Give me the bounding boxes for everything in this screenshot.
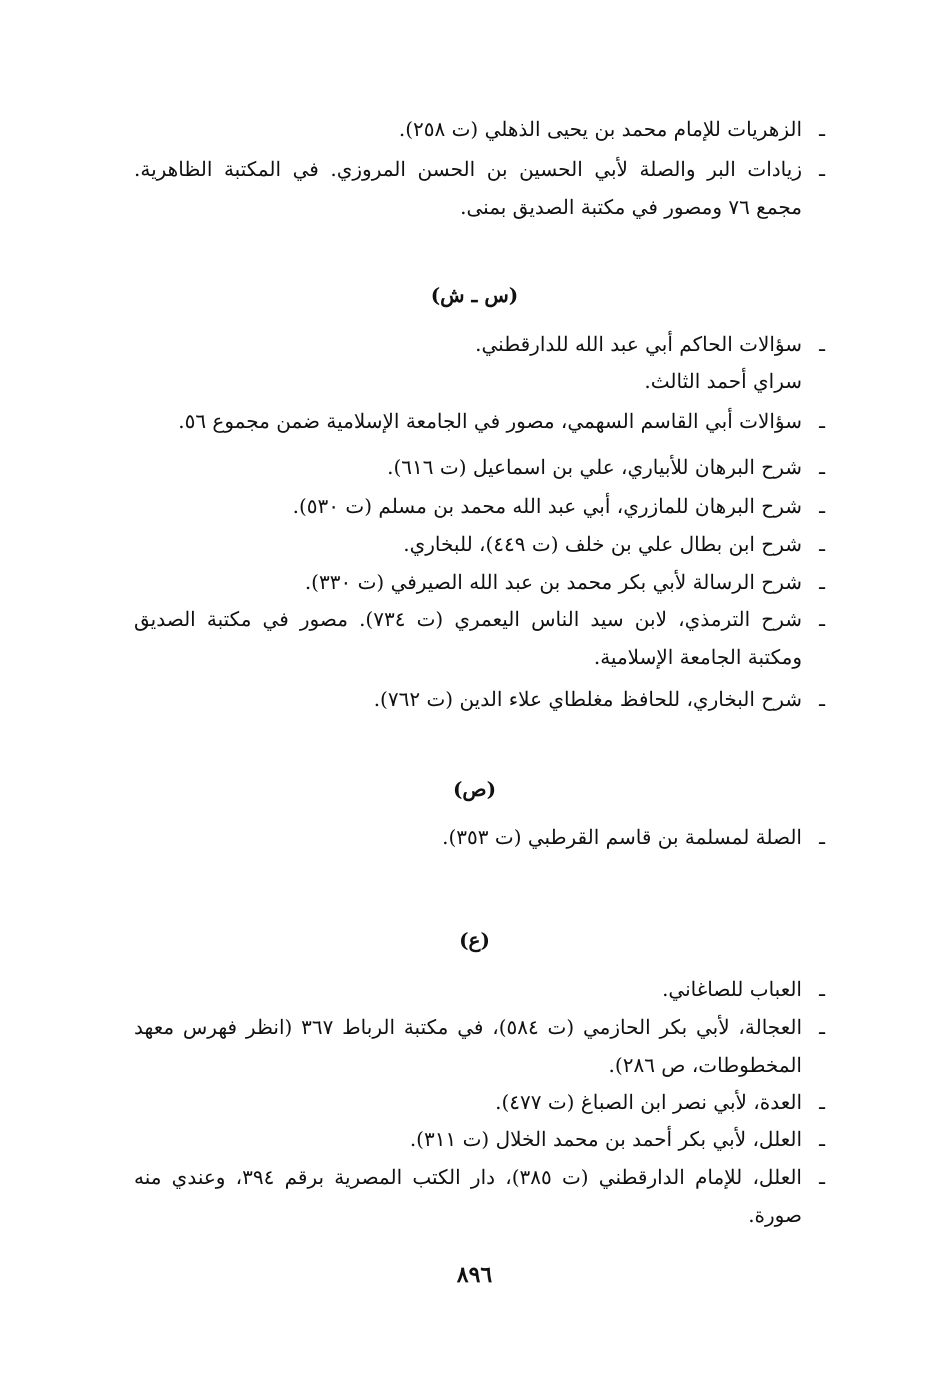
bibliography-entry <box>134 487 834 525</box>
entry-dash: ـ <box>819 455 825 479</box>
bibliography-entry <box>134 110 834 148</box>
bibliography-entry <box>134 818 834 856</box>
bibliography-entry <box>134 970 834 1008</box>
entry-text: الزهريات للإمام محمد بن يحيى الذهلي (ت ٢٥٨). <box>398 117 802 141</box>
entry-dash: ـ <box>819 607 825 631</box>
entry-text: سؤالات أبي القاسم السهمي، مصور في الجامعة الإسلامية ضمن مجموع ٥٦. <box>178 409 802 433</box>
entry-text: شرح البرهان للمازري، أبي عبد الله محمد بن مسلم (ت ٥٣٠). <box>292 494 802 518</box>
entry-dash: ـ <box>819 494 825 518</box>
bibliography-entry <box>134 325 834 363</box>
entry-text: العباب للصاغاني. <box>662 977 802 1001</box>
entry-dash: ـ <box>819 687 825 711</box>
bibliography-entry <box>134 600 834 676</box>
entry-dash: ـ <box>819 532 825 556</box>
entry-dash: ـ <box>819 1015 825 1039</box>
entry-text: العلل، للإمام الدارقطني (ت ٣٨٥)، دار الكتب المصرية برقم ٣٩٤، وعندي منه صورة. <box>134 1165 802 1227</box>
entry-dash: ـ <box>819 825 825 849</box>
entry-text: العلل، لأبي بكر أحمد بن محمد الخلال (ت ٣١١). <box>409 1127 802 1151</box>
entry-text: شرح الرسالة لأبي بكر محمد بن عبد الله الصيرفي (ت ٣٣٠). <box>304 570 802 594</box>
entry-text: العدة، لأبي نصر ابن الصباغ (ت ٤٧٧). <box>495 1090 802 1114</box>
bibliography-entry <box>134 362 834 400</box>
bibliography-entry <box>134 1158 834 1234</box>
entry-text: شرح البرهان للأبياري، علي بن اسماعيل (ت ٦١٦). <box>387 455 802 479</box>
entry-dash: ـ <box>819 1090 825 1114</box>
entry-text: شرح البخاري، للحافظ مغلطاي علاء الدين (ت ٧٦٢). <box>373 687 802 711</box>
entry-dash: ـ <box>819 1165 825 1189</box>
entry-text: زيادات البر والصلة لأبي الحسين بن الحسن المروزي. في المكتبة الظاهرية. مجمع ٧٦ ومصور في مكتبة الصديق بمنى. <box>134 157 802 219</box>
entry-text: شرح ابن بطال علي بن خلف (ت ٤٤٩)، للبخاري. <box>403 532 802 556</box>
bibliography-entry <box>134 680 834 718</box>
section-heading: (س ـ ش) <box>430 283 519 307</box>
entry-dash: ـ <box>819 570 825 594</box>
section-heading: (ع) <box>459 928 490 952</box>
bibliography-entry <box>134 1120 834 1158</box>
bibliography-entry <box>134 563 834 601</box>
entry-text: سؤالات الحاكم أبي عبد الله للدارقطني. <box>475 332 802 356</box>
entry-text: الصلة لمسلمة بن قاسم القرطبي (ت ٣٥٣). <box>442 825 802 849</box>
entry-dash: ـ <box>819 1127 825 1151</box>
bibliography-entry <box>134 150 834 226</box>
entry-dash: ـ <box>819 117 825 141</box>
section-heading: (ص) <box>452 777 497 801</box>
bibliography-entry <box>134 448 834 486</box>
bibliography-entry <box>134 1008 834 1084</box>
entry-dash: ـ <box>819 157 825 181</box>
entry-text: سراي أحمد الثالث. <box>644 369 802 393</box>
entry-dash: ـ <box>819 409 825 433</box>
entry-dash: ـ <box>819 332 825 356</box>
bibliography-entry <box>134 402 834 440</box>
page-number: ٨٩٦ <box>456 1262 493 1288</box>
bibliography-entry <box>134 1083 834 1121</box>
entry-dash: ـ <box>819 977 825 1001</box>
bibliography-entry <box>134 525 834 563</box>
entry-text: العجالة، لأبي بكر الحازمي (ت ٥٨٤)، في مكتبة الرباط ٣٦٧ (انظر فهرس معهد المخطوطات، ص ٢٨٦). <box>134 1015 802 1077</box>
entry-text: شرح الترمذي، لابن سيد الناس اليعمري (ت ٧٣٤). مصور في مكتبة الصديق ومكتبة الجامعة الإسلامية. <box>134 607 802 669</box>
